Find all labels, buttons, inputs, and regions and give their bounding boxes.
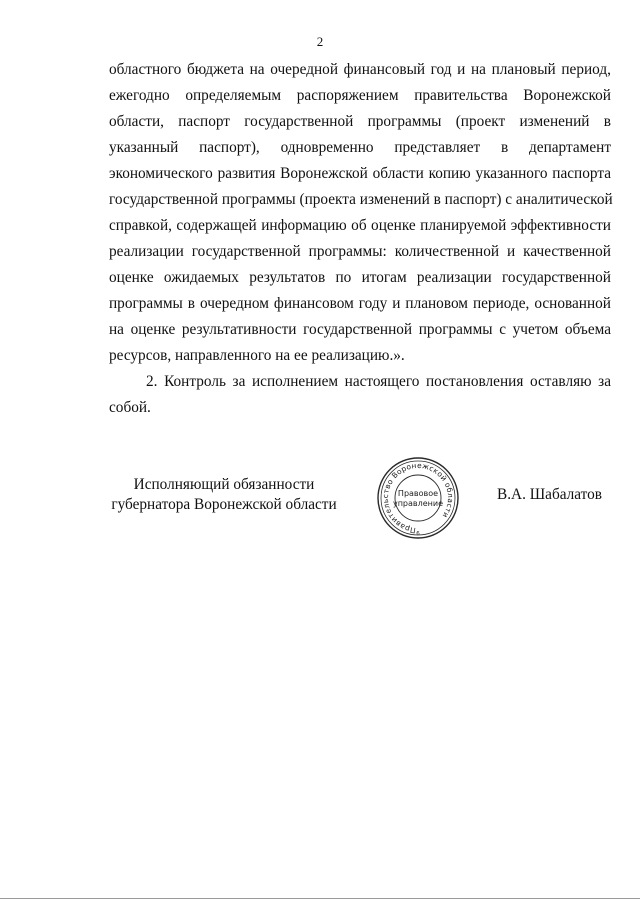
text-line: областного бюджета на очередной финансовый год и на плановый период, [109,61,611,78]
text-line: реализации государственной программы: количественной и качественной [109,243,611,260]
text-line: области, паспорт государственной программы (проект изменений в [109,113,611,130]
text-line: 2. Контроль за исполнением настоящего постановления оставляю за [146,373,611,390]
paragraph-continuation [109,57,611,369]
document-body [109,57,611,421]
text-line: собой. [109,399,151,416]
stamp-seal-graphic [364,455,472,541]
text-line: оценке ожидаемых результатов по итогам реализации государственной [109,269,611,286]
signatory-position-line: Исполняющий обязанности [133,476,315,493]
text-line: программы в очередном финансовом году и плановом периоде, основанной [109,295,611,312]
text-line: указанный паспорт), одновременно представляет в департамент [109,139,611,156]
text-line: справкой, содержащей информацию об оценке планируемой эффективности [109,217,611,234]
text-line: на оценке результативности государственной программы с учетом объема [109,321,611,338]
text-line: ресурсов, направленного на ее реализацию.». [109,347,405,364]
paragraph-control-clause [109,369,611,421]
signatory-name: В.А. Шабалатов [497,486,603,503]
stamp-number: 6 [416,531,420,537]
stamp-ring-text: Правительство Воронежской области [380,460,456,535]
stamp-center-line: управление [392,499,444,508]
text-line: экономического развития Воронежской области копию указанного паспорта [109,165,611,182]
page-number: 2 [316,34,324,49]
official-stamp [364,455,472,541]
text-line: государственной программы (проекта изменений в паспорт) с аналитической [109,191,613,208]
stamp-center-line: Правовое [397,489,439,498]
page-bottom-edge [0,898,640,899]
text-line: ежегодно определяемым распоряжением правительства Воронежской [109,87,611,104]
signatory-position-line: губернатора Воронежской области [111,496,337,513]
signatory-position [109,475,339,515]
